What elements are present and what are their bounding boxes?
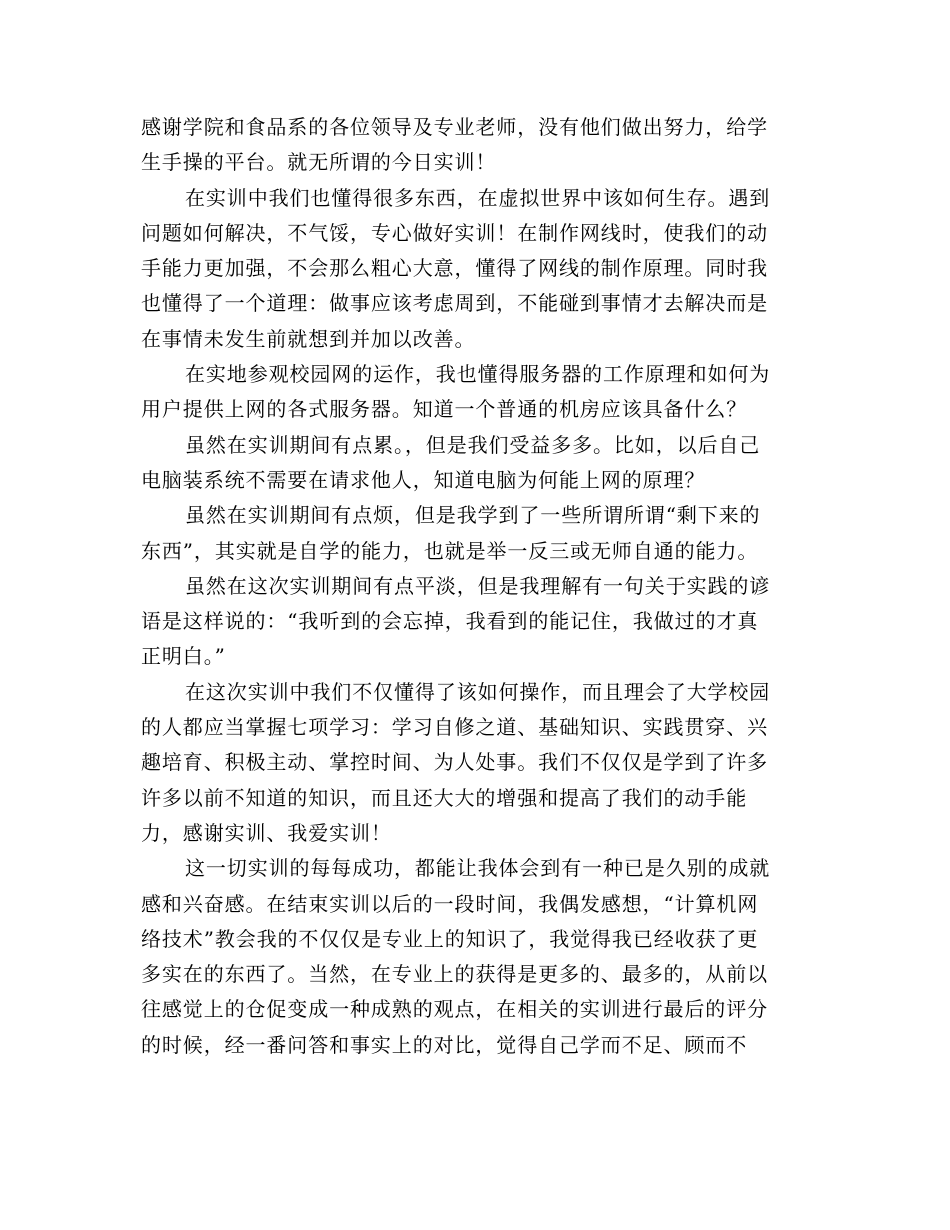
text-line: 的人都应当掌握七项学习：学习自修之道、基础知识、实践贯穿、兴 (141, 715, 768, 740)
text-line: 电脑装系统不需要在请求他人，知道电脑为何能上网的原理？ (141, 467, 706, 492)
text-line: 用户提供上网的各式服务器。知道一个普通的机房应该具备什么？ (141, 397, 748, 422)
text-line: 在事情未发生前就想到并加以改善。 (141, 326, 476, 351)
text-line: 的时候，经一番问答和事实上的对比，觉得自己学而不足、顾而不 (141, 1032, 748, 1057)
text-line: 手能力更加强，不会那么粗心大意，懂得了网线的制作原理。同时我 (141, 256, 768, 281)
paragraph-start-line: 在实训中我们也懂得很多东西，在虚拟世界中该如何生存。遇到 (185, 185, 771, 210)
paragraph-start-line: 在实地参观校园网的运作，我也懂得服务器的工作原理和如何为 (185, 362, 771, 387)
text-line: 多实在的东西了。当然，在专业上的获得是更多的、最多的，从前以 (141, 962, 768, 987)
document-body (141, 110, 801, 1063)
text-line: 力，感谢实训、我爱实训！ (141, 820, 392, 845)
text-line: 许多以前不知道的知识，而且还大大的增强和提高了我们的动手能 (141, 785, 748, 810)
text-line: 东西”，其实就是自学的能力，也就是举一反三或无师自通的能力。 (141, 538, 759, 563)
text-line: 感和兴奋感。在结束实训以后的一段时间，我偶发感想，“计算机网 (141, 891, 759, 916)
paragraph-start-line: 虽然在这次实训期间有点平淡，但是我理解有一句关于实践的谚 (185, 573, 771, 598)
text-line: 趣培育、积极主动、掌控时间、为人处事。我们不仅仅是学到了许多 (141, 750, 768, 775)
text-line: 感谢学院和食品系的各位领导及专业老师，没有他们做出努力，给学 (141, 115, 768, 139)
paragraph-start-line: 这一切实训的每每成功，都能让我体会到有一种已是久别的成就 (185, 856, 771, 881)
text-line: 正明白。” (141, 644, 226, 669)
paragraph-start-line: 虽然在实训期间有点累。，但是我们受益多多。比如，以后自己 (185, 432, 761, 457)
text-line: 也懂得了一个道理：做事应该考虑周到，不能碰到事情才去解决而是 (141, 291, 768, 316)
text-line: 络技术”教会我的不仅仅是专业上的知识了，我觉得我已经收获了更 (141, 926, 759, 951)
text-line: 语是这样说的：“我听到的会忘掉，我看到的能记住，我做过的才真 (141, 609, 759, 634)
paragraph-start-line: 虽然在实训期间有点烦，但是我学到了一些所谓所谓“剩下来的 (185, 503, 761, 528)
text-line: 生手操的平台。就无所谓的今日实训！ (141, 150, 497, 175)
text-line: 往感觉上的仓促变成一种成熟的观点，在相关的实训进行最后的评分 (141, 997, 768, 1022)
paragraph-start-line: 在这次实训中我们不仅懂得了该如何操作，而且理会了大学校园 (185, 679, 771, 704)
text-line: 问题如何解决，不气馁，专心做好实训！在制作网线时，使我们的动 (141, 220, 768, 245)
